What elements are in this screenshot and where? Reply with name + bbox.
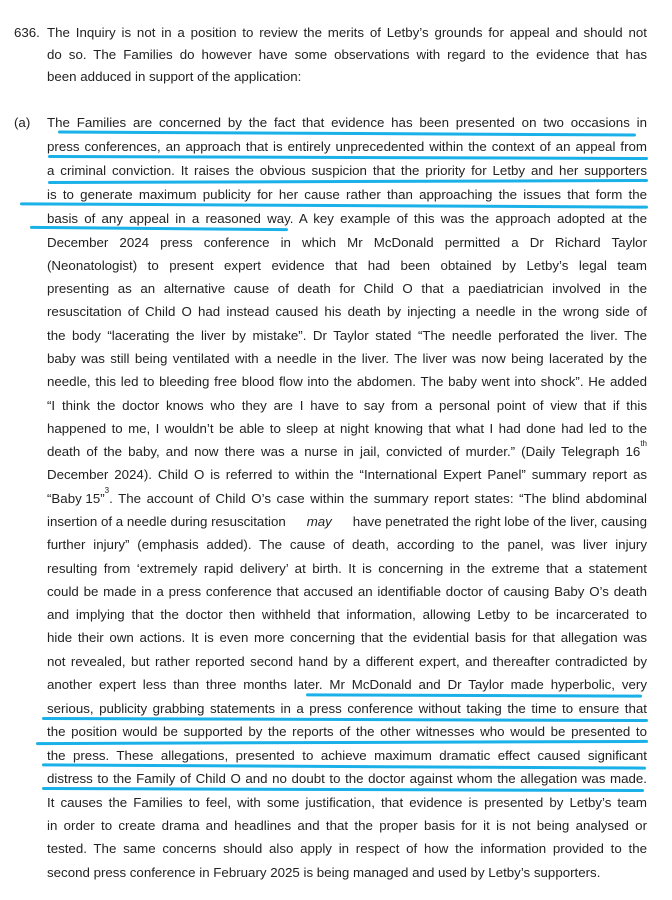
para-a-line-31: in order to create drama and headlines and that the proper basis for it is not being analysed or xyxy=(47,818,647,833)
para-a-line-10: the body “lacerating the liver by mistake”. Dr Taylor stated “The needle perforated the liver. The xyxy=(47,328,647,343)
highlight-underline xyxy=(306,693,642,697)
highlight-underline xyxy=(20,202,648,208)
emphasis-may: may xyxy=(306,514,332,529)
para-a-line-17 xyxy=(47,486,647,507)
para-a-line-17-start: “Baby 15” xyxy=(47,491,105,506)
para-a-line-27: the position would be supported by the reports of the other witnesses who would be presented to xyxy=(47,724,647,739)
para-a-line-29: distress to the Family of Child O and no doubt to the doctor against whom the allegation was made. xyxy=(47,771,647,786)
para-a-line-18-start: insertion of a needle during resuscitation xyxy=(47,514,286,529)
para-a-line-18 xyxy=(47,514,647,530)
highlight-underline xyxy=(42,763,646,769)
para-a-line-12: needle, this led to bleeding free blood flow into the abdomen. The baby went into shock”. He added xyxy=(47,374,647,389)
highlight-underline xyxy=(36,740,648,745)
para-a-line-33: second press conference in February 2025 is being managed and used by Letby’s supporters. xyxy=(47,865,601,880)
para636-line-1: The Inquiry is not in a position to review the merits of Letby’s grounds for appeal and should not xyxy=(47,25,647,40)
para-a-line-23: hide their own actions. It is even more concerning that the evidential basis for that allegation was xyxy=(47,630,647,645)
para-a-line-20: resulting from ‘extremely rapid delivery’ at birth. It is concerning in the extreme that a statement xyxy=(47,561,647,576)
para-a-line-28: the press. These allegations, presented to achieve maximum dramatic effect caused significant xyxy=(47,748,647,763)
para-a-line-9: resuscitation of Child O had instead caused his death by injecting a needle in the wrong side of xyxy=(47,304,647,319)
para-a-line-15 xyxy=(47,439,647,460)
para-a-line-22: and implying that the doctor then withheld that information, allowing Letby to be incarcerated to xyxy=(47,607,647,622)
para-a-line-14: happened to me, I wouldn’t be able to sleep at night knowing that what I had done had led to the xyxy=(47,421,647,436)
para-a-line-30: It causes the Families to feel, with some justification, that evidence is presented by Letby’s team xyxy=(47,795,647,810)
highlight-underline xyxy=(42,717,648,722)
para-a-line-11: baby was still being ventilated with a needle in the liver. The liver was now being lacerated by the xyxy=(47,351,647,366)
para-a-line-7: (Neonatologist) to present expert evidence that had been obtained by Letby’s legal team xyxy=(47,258,647,273)
para-a-line-32: tested. The same concerns should also apply in respect of how the information provided to the xyxy=(47,841,647,856)
subparagraph-marker-a: (a) xyxy=(14,115,31,130)
para636-line-2: do so. The Families do however have some observations with regard to the evidence that has xyxy=(47,47,647,62)
para-a-line-4: is to generate maximum publicity for her cause rather than approaching the issues that form the xyxy=(47,187,647,202)
highlight-underline xyxy=(58,130,636,136)
para-a-line-1: The Families are concerned by the fact that evidence has been presented on two occasions in xyxy=(47,115,647,130)
para-a-line-17-rest: . The account of Child O’s case within the summary report states: “The blind abdominal xyxy=(109,491,647,506)
para-a-line-6: December 2024 press conference in which Mr McDonald permitted a Dr Richard Taylor xyxy=(47,235,647,250)
para-a-line-25: another expert less than three months later. Mr McDonald and Dr Taylor made hyperbolic, very xyxy=(47,677,647,692)
para-a-line-19: further injury” (emphasis added). The cause of death, according to the panel, was liver injury xyxy=(47,537,647,552)
para-a-line-16: December 2024). Child O is referred to within the “International Expert Panel” summary report as xyxy=(47,467,647,482)
paragraph-number-636: 636. xyxy=(14,25,40,40)
para-a-line-3: a criminal conviction. It raises the obvious suspicion that the priority for Letby and her supporters xyxy=(47,163,647,178)
para-a-line-24: not revealed, but rather reported second hand by a different expert, and thereafter contradicted by xyxy=(47,654,647,669)
highlight-underline xyxy=(48,155,648,160)
para-a-line-2: press conferences, an approach that is entirely unprecedented within the context of an appeal from xyxy=(47,139,647,154)
para-a-line-8: presenting as an alternative cause of death for Child O that a paediatrician involved in the xyxy=(47,281,647,296)
para-a-line-26: serious, publicity grabbing statements in a press conference without taking the time to ensure that xyxy=(47,701,647,716)
highlight-underline xyxy=(48,179,648,184)
para-a-line-18-rest: have penetrated the right lobe of the liver, causing xyxy=(352,514,647,529)
para-a-line-21: could be made in a press conference that accused an identifiable doctor of causing Baby O’s death xyxy=(47,584,647,599)
highlight-underline xyxy=(42,787,644,792)
para-a-line-13: “I think the doctor knows who they are I have to say from a personal point of view that if this xyxy=(47,398,647,413)
para-a-line-15-text: death of the baby, and now there was a nurse in jail, convicted of murder.” (Daily Telegraph 16 xyxy=(47,444,641,459)
para636-line-3: been adduced in support of the application: xyxy=(47,69,302,84)
para-a-line-5: basis of any appeal in a reasoned way. A key example of this was the approach adopted at the xyxy=(47,211,647,226)
superscript-th: th xyxy=(640,439,647,448)
footnote-marker-3: 3 xyxy=(104,486,110,495)
